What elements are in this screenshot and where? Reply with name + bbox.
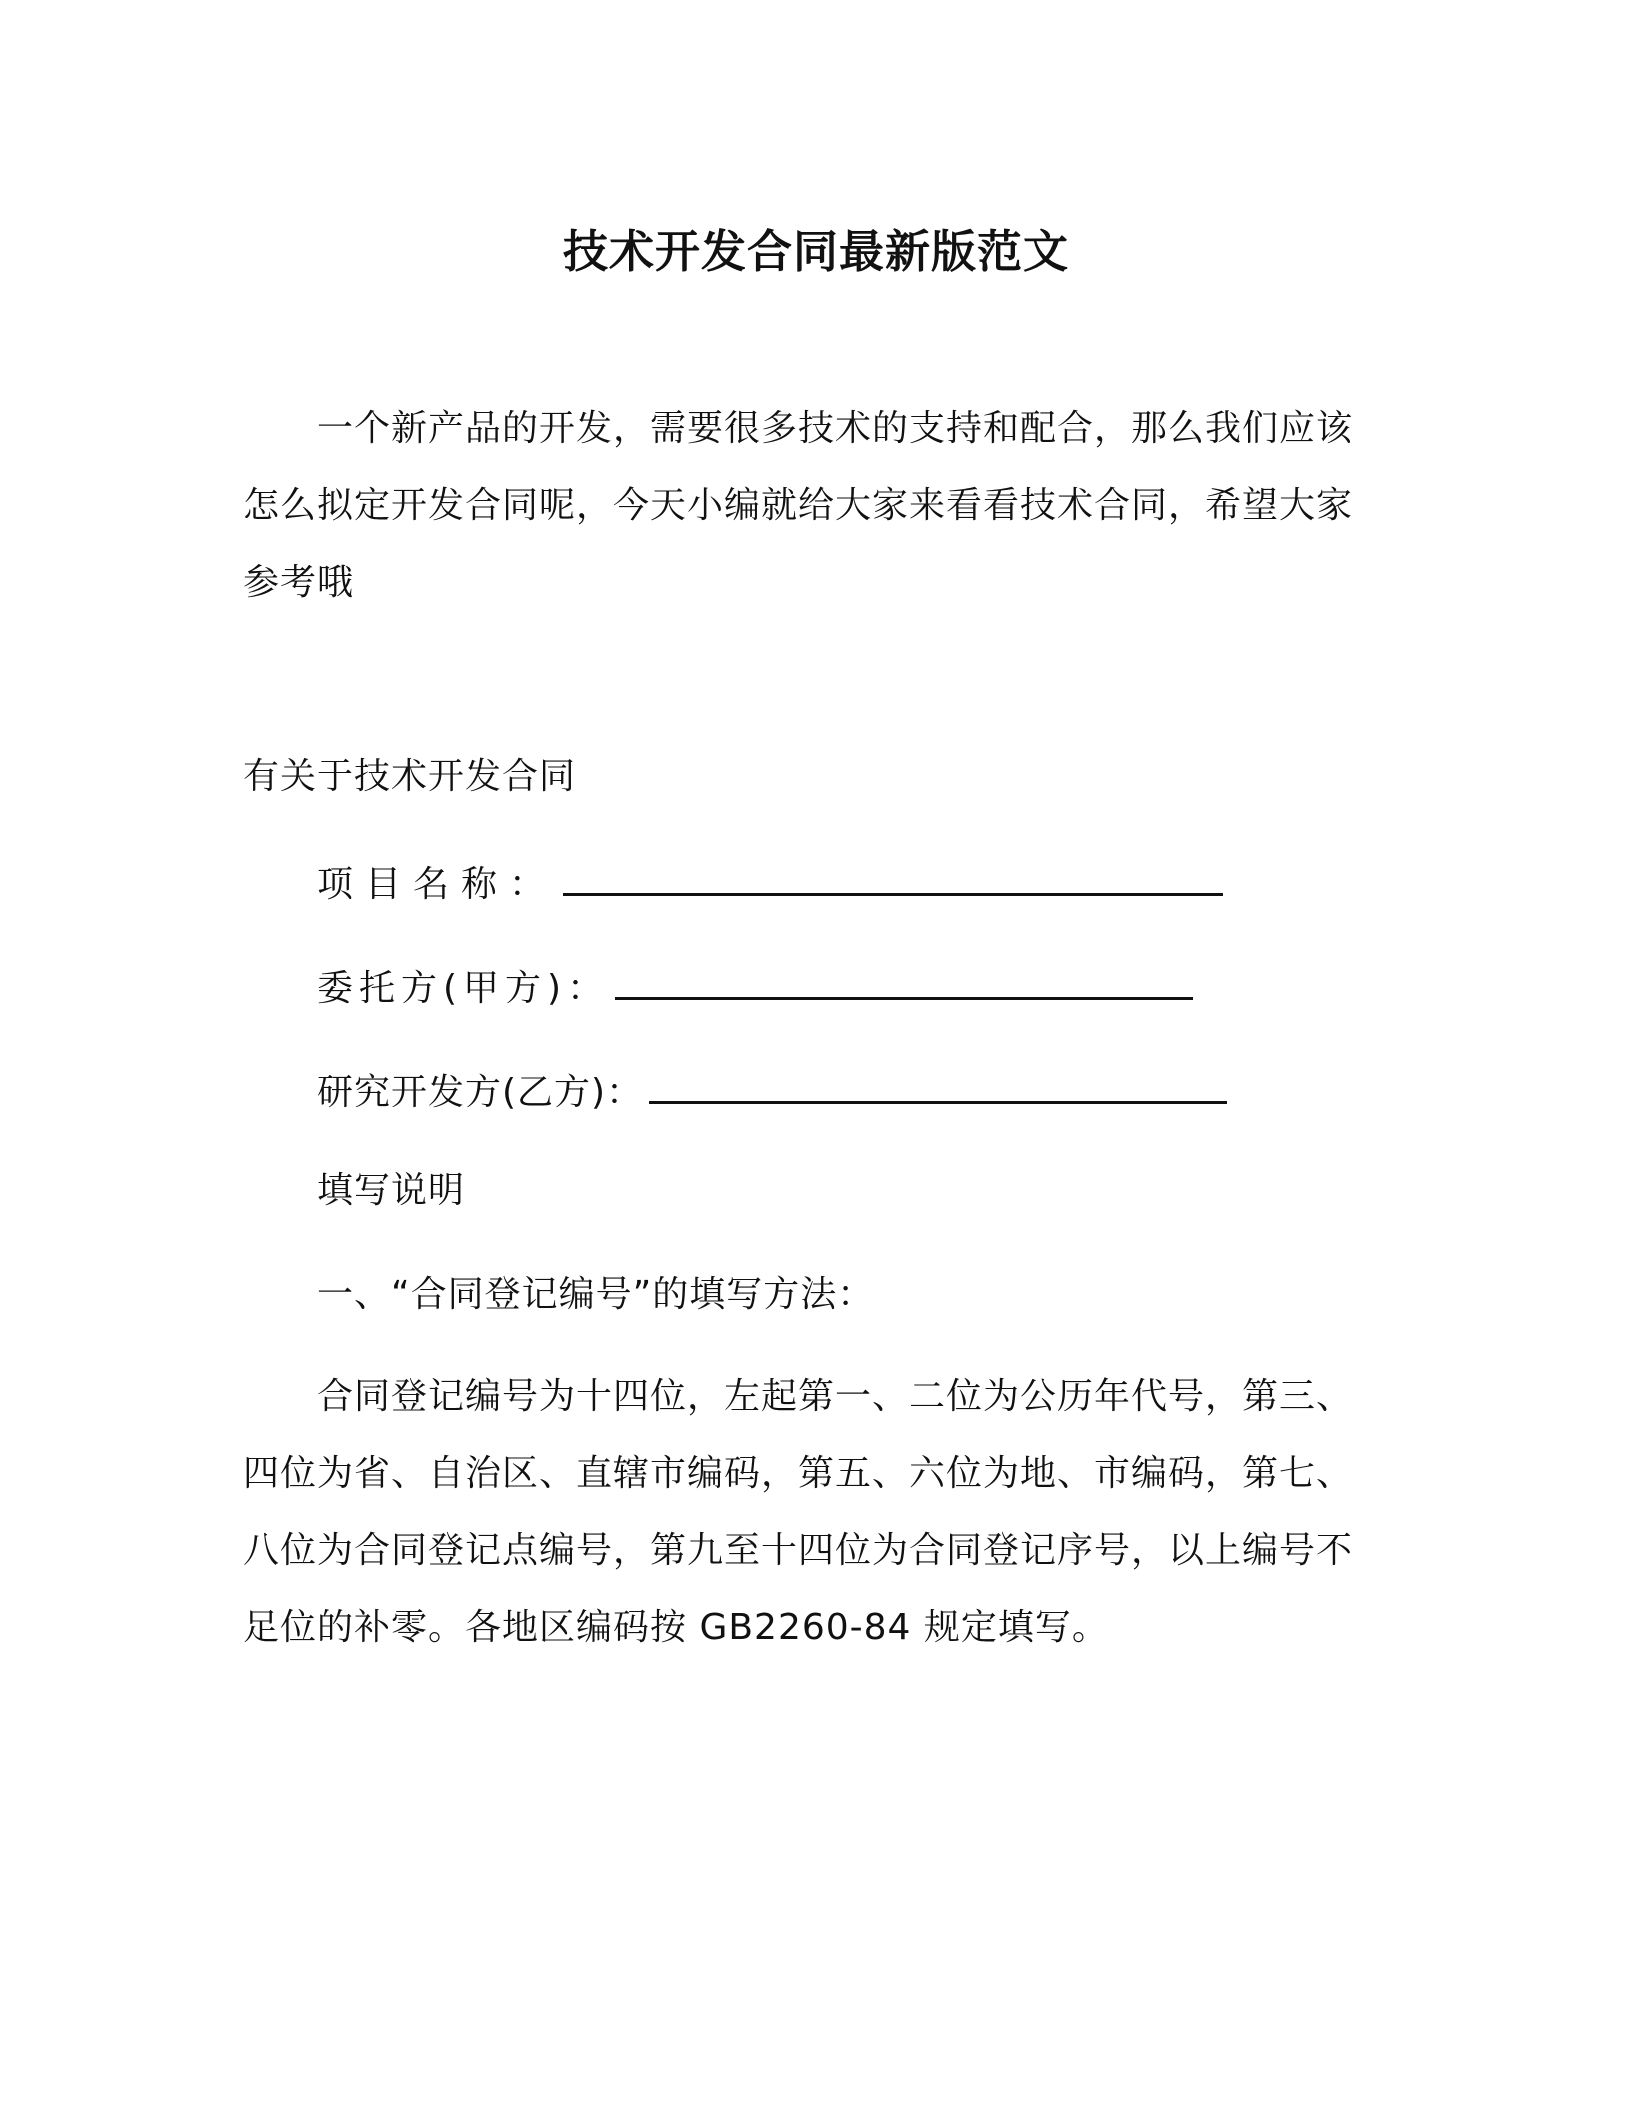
project-name-blank[interactable] [563, 863, 1223, 896]
client-label: 委托方(甲方)： [317, 968, 610, 1009]
section-heading: 有关于技术开发合同 [243, 756, 577, 797]
developer-blank[interactable] [649, 1071, 1227, 1104]
intro-paragraph: 一个新产品的开发，需要很多技术的支持和配合，那么我们应该怎么拟定开发合同呢，今天小编就给大家来看看技术合同，希望大家参考哦 [243, 408, 1354, 603]
client-field [317, 964, 1193, 1014]
item-one-heading: 一、“合同登记编号”的填写方法： [317, 1274, 875, 1315]
item-one-paragraph: 合同登记编号为十四位，左起第一、二位为公历年代号，第三、四位为省、自治区、直辖市编码，第五、六位为地、市编码，第七、八位为合同登记点编号，第九至十四位为合同登记序号，以上编号不足位的补零。各地区编码按 GB2260-84 规定填写。 [243, 1376, 1354, 1648]
project-name-label: 项目名称： [317, 864, 558, 905]
instructions-heading: 填写说明 [317, 1170, 466, 1211]
developer-field [317, 1068, 1227, 1118]
project-name-field [317, 860, 1223, 910]
developer-label: 研究开发方(乙方)： [317, 1072, 644, 1113]
client-blank[interactable] [615, 967, 1193, 1000]
document-title: 技术开发合同最新版范文 [562, 225, 1069, 278]
